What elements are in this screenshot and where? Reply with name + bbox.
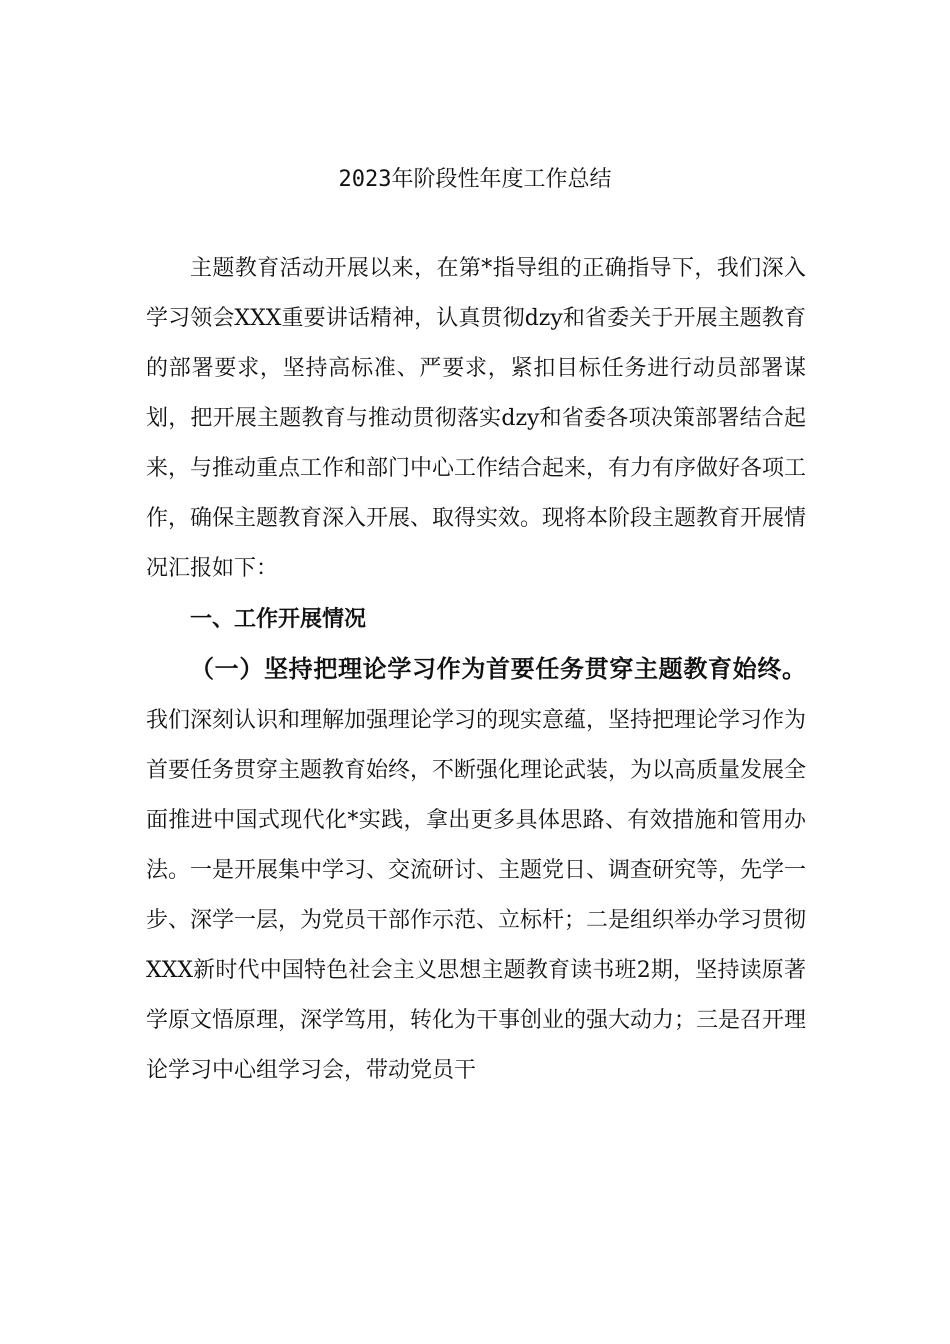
- subsection-lead: （一）坚持把理论学习作为首要任务贯穿主题教育始终。: [190, 654, 806, 683]
- subsection-body: 我们深刻认识和理解加强理论学习的现实意蕴，坚持把理论学习作为首要任务贯穿主题教育始终，不断强化理论武装，为以高质量发展全面推进中国式现代化*实践，拿出更多具体思路、有效措施和管用办法。一是开展集中学习、交流研讨、主题党日、调查研究等，先学一步、深学一层，为党员干部作示范、立标杆；二是组织举办学习贯彻XXX新时代中国特色社会主义思想主题教育读书班2期，坚持读原著学原文悟原理，深学笃用，转化为干事创业的强大动力；三是召开理论学习中心组学习会，带动党员干: [146, 708, 807, 1083]
- subsection-paragraph: [146, 644, 806, 1096]
- section-heading: 一、工作开展情况: [190, 606, 367, 632]
- document-body: [146, 244, 806, 1096]
- document-title: 2023年阶段性年度工作总结: [338, 167, 612, 192]
- intro-paragraph: 主题教育活动开展以来，在第*指导组的正确指导下，我们深入学习领会XXX重要讲话精神，认真贯彻dzy和省委关于开展主题教育的部署要求，坚持高标准、严要求，紧扣目标任务进行动员部署谋划，把开展主题教育与推动贯彻落实dzy和省委各项决策部署结合起来，与推动重点工作和部门中心工作结合起来，有力有序做好各项工作，确保主题教育深入开展、取得实效。现将本阶段主题教育开展情况汇报如下：: [146, 256, 807, 581]
